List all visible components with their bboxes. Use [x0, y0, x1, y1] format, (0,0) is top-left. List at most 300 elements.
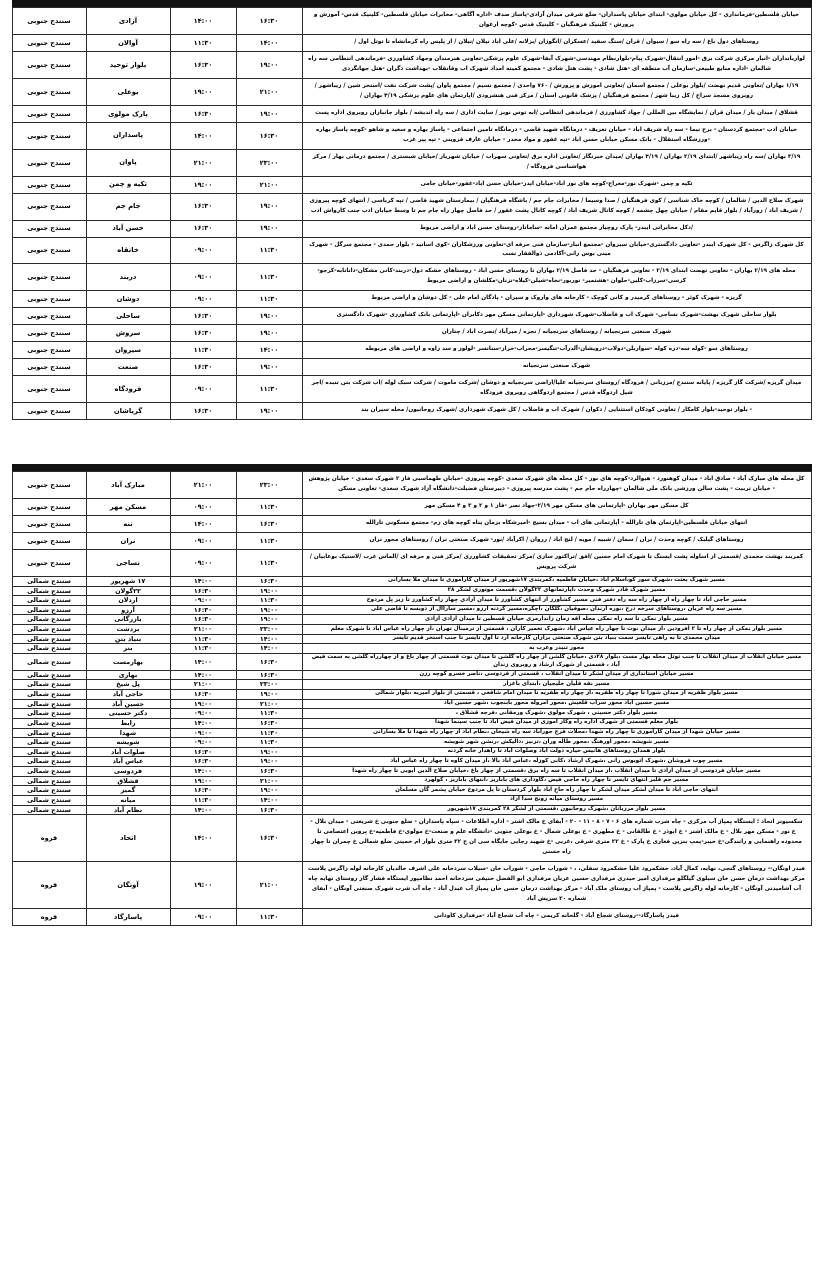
outage-region-cell: سنندج جنوبی — [12, 220, 86, 237]
outage-end-time-cell: ۱۹:۰۰ — [236, 747, 302, 757]
outage-region-cell: سنندج جنوبی — [12, 8, 86, 35]
outage-end-time-cell: ۱۱:۳۰ — [236, 549, 302, 576]
outage-area-cell: بنیاد بتن — [86, 634, 170, 644]
outage-area-cell: دکتر حسینی — [86, 709, 170, 719]
outage-area-cell: بوعلی — [86, 78, 170, 105]
outage-area-cell: آونگان — [86, 862, 170, 909]
outage-start-time-cell: ۰۹:۰۰ — [170, 738, 236, 748]
outage-description-cell: مسیر حاجی اباد تا چهار راه از چهار راه سه راه دفتر فنی مسیر کشاورز از انتهای کشاورز تا میدان ازادی چهار راه کشاورز تا زیر پل مردوخ — [302, 596, 811, 606]
outage-start-time-cell: ۱۹:۰۰ — [170, 176, 236, 193]
outage-start-time-cell: ۱۴:۰۰ — [170, 767, 236, 777]
outage-end-time-cell: ۱۹:۰۰ — [236, 586, 302, 596]
outage-region-cell: سنندج شمالی — [12, 796, 86, 806]
outage-end-time-cell: ۱۹:۰۰ — [236, 325, 302, 342]
outage-area-cell: پاوان — [86, 149, 170, 176]
outage-end-time-cell: ۱۴:۰۰ — [236, 634, 302, 644]
table-row — [12, 176, 811, 193]
table-row — [12, 193, 811, 220]
outage-description-cell: مسیر چوب فروشان ،شهرک اتوبوس رانی ،شهرک ارشاد ،کانی کوزله ،عباس اباد بالا ،از میدان کاوه تا چهار راه عباس اباد — [302, 757, 811, 767]
table-row — [12, 105, 811, 122]
outage-region-cell: سنندج جنوبی — [12, 499, 86, 516]
table-row — [12, 767, 811, 777]
outage-start-time-cell: ۱۹:۰۰ — [170, 776, 236, 786]
outage-end-time-cell: ۲۱:۰۰ — [236, 776, 302, 786]
outage-area-cell: شهدا — [86, 728, 170, 738]
outage-region-cell: سنندج جنوبی — [12, 264, 86, 291]
outage-description-cell: فیدر اونگان-- روستاهای گنجی، نهایه، کمال آباد، خشکمرود علیا خشکمرود سفلی، ، - شوراب حاجی - شوراب خان -سیلاب سردخانه علی اشرف خالدیان کارخانه لوله زاگرس پلاست مرکز بهداشت درمان حسن خان سیلوی گیلگلو مرفداری امیر حیدری مرفداری حسین عربان مرفداری ابو الفضل خنیفی سردخانه احمد نظامپور ایستگاه فشار گاز روستای نهایه چاه آب آشامیدنی آونگان - کارخانه لوله زاگرس پلاست - پمپاژ آب روستای ملک آباد - مرکز بهداشت درمان حسن خان پمپاژ آب عبدل آباد - چاه آب شرب شهرک صنعتی آونگان - آبفای شماره ۲۰ سرپش آباد — [302, 862, 811, 909]
outage-end-time-cell: ۱۶:۳۰ — [236, 576, 302, 586]
outage-description-cell: مسیر خیابان فردوسی از میدان ازادی تا میدان انقلاب ،از میدان انقلاب تا سه راه برق ،قسمتی از چهار باغ ،خیابان صلاح الدین ایوبی تا چهار راه شهدا — [302, 767, 811, 777]
table-row — [12, 8, 811, 35]
outage-start-time-cell: ۰۹:۰۰ — [170, 291, 236, 308]
outage-end-time-cell: ۱۹:۰۰ — [236, 359, 302, 376]
outage-area-cell: جام جم — [86, 193, 170, 220]
table-row — [12, 709, 811, 719]
outage-end-time-cell: ۱۱:۳۰ — [236, 376, 302, 403]
outage-end-time-cell: ۱۶:۳۰ — [236, 815, 302, 862]
outage-description-cell: مسیر بلوار ظفریه از میدان شورا تا چهار راه ظفریه ،از چهار راه ظفریه تا میدان امام شافعی ، قسمتی از بلوار امیریه ،بلوار شمالی — [302, 689, 811, 699]
outage-description-cell: مسیر حسین اباد محور سراب قلعیش ،محور امروله محور بابنجوب ،شهر حسین اباد — [302, 699, 811, 709]
outage-end-time-cell: ۱۹:۰۰ — [236, 786, 302, 796]
outage-start-time-cell: ۰۹:۰۰ — [170, 237, 236, 264]
outage-description-cell: کمربند بهشت محمدی /قسمتی از اساوله پشت ایستگ تا شهرک امام حسین /افق /تراکتور سازی /مرکز تحقیقات کشاورزی /مرکز فنی و حرفه ای /الماس غرب /لاستیک بوعابیان /شرکت پرویس — [302, 549, 811, 576]
outage-start-time-cell: ۱۴:۰۰ — [170, 670, 236, 680]
outage-area-cell: ۱۷ شهریور — [86, 576, 170, 586]
outage-start-time-cell: ۱۹:۰۰ — [170, 862, 236, 909]
outage-end-time-cell: ۱۹:۰۰ — [236, 605, 302, 615]
outage-region-cell: سنندج شمالی — [12, 625, 86, 635]
outage-end-time-cell: ۱۴:۰۰ — [236, 34, 302, 51]
table-row — [12, 728, 811, 738]
outage-description-cell: مسیر بلوار نمکی از چهار راه تا ۲ افرودین ،از میدان نوت تا چهار راه عباس اباد ،شهرک تعمیر کاران ، قسمتی از ترمینال تهران ،از چهار راه عباس اباد تا شهرک معلم — [302, 625, 811, 635]
outage-start-time-cell: ۱۶:۳۰ — [170, 308, 236, 325]
outage-area-cell: صنعت — [86, 359, 170, 376]
outage-description-cell: مسیر خیابان انقلاب از میدان انقلاب تا جنب توتل محله بهار مست ،بلوار ۲۸دی ،خیابان گلشن از چهار راه گلشن تا میدان نوت قسمتی از چهار باغ و از چهارراه گلشن به سمت فیض آباد ، قسمتی از شهرک ارشاد و روبروی زندان — [302, 654, 811, 671]
outage-area-cell: سیروان — [86, 342, 170, 359]
outage-end-time-cell: ۱۹:۰۰ — [236, 615, 302, 625]
outage-region-cell: سنندج جنوبی — [12, 533, 86, 550]
outage-start-time-cell: ۱۴:۰۰ — [170, 8, 236, 35]
table-row — [12, 634, 811, 644]
outage-area-cell: ۲۲گولان — [86, 586, 170, 596]
outage-region-cell: قروه — [12, 909, 86, 926]
outage-region-cell: سنندج جنوبی — [12, 176, 86, 193]
table-row — [12, 78, 811, 105]
outage-area-cell: بنر — [86, 644, 170, 654]
table-row — [12, 757, 811, 767]
outage-start-time-cell: ۰۹:۰۰ — [170, 549, 236, 576]
outage-end-time-cell: ۱۱:۳۰ — [236, 499, 302, 516]
table-row — [12, 738, 811, 748]
table-row — [12, 403, 811, 420]
table-row — [12, 605, 811, 615]
outage-start-time-cell: ۰۹:۰۰ — [170, 376, 236, 403]
outage-end-time-cell: ۲۱:۰۰ — [236, 176, 302, 193]
outage-region-cell: سنندج شمالی — [12, 689, 86, 699]
outage-start-time-cell: ۱۴:۰۰ — [170, 815, 236, 862]
table-row — [12, 308, 811, 325]
outage-start-time-cell: ۲۱:۰۰ — [170, 625, 236, 635]
table-row — [12, 376, 811, 403]
table-row — [12, 909, 811, 926]
outage-start-time-cell: ۱۶:۳۰ — [170, 359, 236, 376]
outage-area-cell: سروش — [86, 325, 170, 342]
outage-description-cell: بلوار معلم قسمتی از شهرک اداره راه وکار اموزی از میدان فیض اباد تا جنب سینما شهدا — [302, 718, 811, 728]
outage-region-cell: سنندج شمالی — [12, 786, 86, 796]
outage-region-cell: سنندج شمالی — [12, 680, 86, 690]
table-row — [12, 625, 811, 635]
outage-region-cell: سنندج جنوبی — [12, 403, 86, 420]
table-row — [12, 576, 811, 586]
table-2-block — [12, 471, 812, 926]
outage-end-time-cell: ۱۱:۳۰ — [236, 909, 302, 926]
outage-area-cell: میانه — [86, 796, 170, 806]
outage-end-time-cell: ۱۶:۳۰ — [236, 8, 302, 35]
outage-area-cell: بلوار توحید — [86, 51, 170, 78]
outage-start-time-cell: ۱۴:۰۰ — [170, 516, 236, 533]
outage-area-cell: تکیه و چمن — [86, 176, 170, 193]
table-row — [12, 325, 811, 342]
outage-description-cell: تکیه و چمن -شهرک نور-معراج-کوچه های نور اباد-خیابان ایدر-خیابان حسن اباد-غفور-خیابان جامی — [302, 176, 811, 193]
table-1-top-rule — [12, 0, 812, 7]
outage-region-cell: سنندج شمالی — [12, 644, 86, 654]
table-row — [12, 718, 811, 728]
table-row — [12, 776, 811, 786]
outage-table-2 — [12, 471, 812, 926]
outage-end-time-cell: ۱۶:۳۰ — [236, 654, 302, 671]
outage-region-cell: سنندج شمالی — [12, 615, 86, 625]
outage-region-cell: سنندج شمالی — [12, 670, 86, 680]
table-row — [12, 644, 811, 654]
outage-start-time-cell: ۰۹:۰۰ — [170, 264, 236, 291]
outage-start-time-cell: ۱۶:۳۰ — [170, 403, 236, 420]
table-row — [12, 51, 811, 78]
outage-description-cell: قشلاق / میدان بار / میدان قران / نمایشگاه بین المللی / جهاد کشاورزی / فرماندهی انتظامی /ابه توس نوبز / سایت اداری / سه راه اندیشه / بلوار جانبازان روبروی اداره پست — [302, 105, 811, 122]
outage-region-cell: سنندج جنوبی — [12, 105, 86, 122]
outage-region-cell: سنندج شمالی — [12, 805, 86, 815]
table-row — [12, 786, 811, 796]
outage-start-time-cell: ۱۴:۰۰ — [170, 654, 236, 671]
outage-description-cell: شهرک صنعتی سرنجیانه / روستاهای سرنجیانه / نجره / میرآباد /نصرت اباد / چتاران — [302, 325, 811, 342]
outage-start-time-cell: ۱۶:۳۰ — [170, 193, 236, 220]
outage-region-cell: سنندج جنوبی — [12, 342, 86, 359]
outage-region-cell: سنندج جنوبی — [12, 34, 86, 51]
outage-description-cell: محله های ۲/۱۹ بهاران - تعاونی نهضت ابتدای ۲/۱۹ - تعاونی فرهنگیان - حد فاصل ۲/۱۹ بهاران تا روستای حسن اباد - روستاهای خشکه دول-دربند-کانی مشکان-دانانابه-کرجو-کرسی-سرزاب-کلین-حلوان -هشتمیر- نوربور-نخاه-شیلن-کیلاه-نزنان-مکلشان و اراضی مربوط — [302, 264, 811, 291]
outage-start-time-cell: ۱۶:۳۰ — [170, 689, 236, 699]
outage-description-cell: مسیر بلوار دکتر حسینی ، شهرک مولوی ،شهرک ورمقانی ،فرجه قشلاق ، — [302, 709, 811, 719]
outage-area-cell: مبارک آباد — [86, 472, 170, 499]
outage-area-cell: فردوسی — [86, 767, 170, 777]
table-row — [12, 796, 811, 806]
outage-area-cell: دوشان — [86, 291, 170, 308]
outage-start-time-cell: ۰۹:۰۰ — [170, 596, 236, 606]
outage-end-time-cell: ۲۳:۰۰ — [236, 680, 302, 690]
table-row — [12, 342, 811, 359]
table-row — [12, 237, 811, 264]
outage-start-time-cell: ۱۱:۳۰ — [170, 34, 236, 51]
outage-description-cell: مسیر جم قلبر انتهای تایسر تا چهار راه حاجی فیض ،گاوداری های باباریز ،انتهای باباریز ، کولهرد — [302, 776, 811, 786]
outage-area-cell: عباس آباد — [86, 757, 170, 767]
table-row — [12, 680, 811, 690]
outage-start-time-cell: ۲۱:۰۰ — [170, 472, 236, 499]
outage-area-cell: پارک مولوی — [86, 105, 170, 122]
outage-area-cell: حسن آباد — [86, 220, 170, 237]
outage-start-time-cell: ۰۹:۰۰ — [170, 499, 236, 516]
outage-region-cell: سنندج شمالی — [12, 757, 86, 767]
outage-description-cell: مسیر شهرک قادر شهرک وحدت ،اپارتمانهای ۲۲گولان ،قسمت موتوری لشکر ۲۸ — [302, 586, 811, 596]
outage-start-time-cell: ۰۹:۰۰ — [170, 909, 236, 926]
outage-description-cell: شهرک صلاح الدین / شالمان / کوچه خاک شناسی / کوی فرهنگیان / صدا وسیما / مخابرات جام جم / باشگاه فرهنگیان / بیمارستان شهید قاضی / تپه کرباسی / انتهای کوچه پیروزی / شریف اباد / زورآباد / بلوار قایم مقام / خیابان چهل چشمه / کوچه کانال شریف اباد / کوچه کانال پشت غفور / حد فاصل چهار راه جام جم تا وسط خیابان ادب جنب کارواش ادب — [302, 193, 811, 220]
outage-region-cell: سنندج جنوبی — [12, 291, 86, 308]
outage-region-cell: سنندج شمالی — [12, 654, 86, 671]
outage-end-time-cell: ۱۴:۰۰ — [236, 796, 302, 806]
outage-area-cell: گمیز — [86, 786, 170, 796]
table-row — [12, 149, 811, 176]
table-row — [12, 862, 811, 909]
outage-start-time-cell: ۱۶:۳۰ — [170, 586, 236, 596]
outage-end-time-cell: ۱۴:۰۰ — [236, 644, 302, 654]
outage-region-cell: سنندج جنوبی — [12, 516, 86, 533]
outage-area-cell: صلوات آباد — [86, 747, 170, 757]
outage-region-cell: سنندج شمالی — [12, 718, 86, 728]
outage-start-time-cell: ۱۶:۳۰ — [170, 220, 236, 237]
outage-region-cell: سنندج جنوبی — [12, 308, 86, 325]
outage-area-cell: نران — [86, 533, 170, 550]
outage-area-cell: دربند — [86, 264, 170, 291]
outage-end-time-cell: ۱۹:۰۰ — [236, 193, 302, 220]
table-row — [12, 805, 811, 815]
outage-start-time-cell: ۱۶:۳۰ — [170, 747, 236, 757]
outage-end-time-cell: ۱۱:۳۰ — [236, 728, 302, 738]
outage-area-cell: نظام آباد — [86, 805, 170, 815]
table-row — [12, 220, 811, 237]
outage-end-time-cell: ۱۹:۰۰ — [236, 308, 302, 325]
outage-end-time-cell: ۱۶:۳۰ — [236, 805, 302, 815]
outage-end-time-cell: ۱۹:۰۰ — [236, 757, 302, 767]
outage-start-time-cell: ۱۶:۳۰ — [170, 786, 236, 796]
outage-description-cell: بلوار همدان روستاهای هانیس خیاره دولت اباد وصلوات اباد تا راهدار خانه گردنه — [302, 747, 811, 757]
outage-region-cell: سنندج جنوبی — [12, 549, 86, 576]
table-row — [12, 654, 811, 671]
table-row — [12, 586, 811, 596]
outage-start-time-cell: ۱۴:۰۰ — [170, 576, 236, 586]
outage-end-time-cell: ۱۱:۳۰ — [236, 237, 302, 264]
outage-region-cell: سنندج جنوبی — [12, 149, 86, 176]
outage-region-cell: سنندج شمالی — [12, 747, 86, 757]
outage-start-time-cell: ۱۶:۳۰ — [170, 757, 236, 767]
outage-region-cell: سنندج جنوبی — [12, 325, 86, 342]
outage-description-cell: بلوار ساحلی شهرک بهشت-شهرک نساجی- شهرک اب و فاضلاب-شهرک شهرداری -اپارتمانی مسکن مهر دکابران -اپارتمانی بانک کشاورزی -شهرک دادگستری — [302, 308, 811, 325]
table-row — [12, 815, 811, 862]
outage-region-cell: سنندج جنوبی — [12, 376, 86, 403]
outage-area-cell: بهاری — [86, 670, 170, 680]
outage-description-cell: مسیر روستای میانه زونج سدا ازاد — [302, 796, 811, 806]
outage-end-time-cell: ۱۹:۰۰ — [236, 220, 302, 237]
outage-description-cell: مسیر سه راه عربان ،روستاهای سرخه درج ،نوره ارندان ،صوفیان ،گلگان ،اچکره،مسیر گردنه ارزو ،مسیر ساراال از دوبسه تا قاضی علی — [302, 605, 811, 615]
outage-description-cell: محور تنیدر وعرب به — [302, 644, 811, 654]
outage-region-cell: سنندج شمالی — [12, 709, 86, 719]
outage-area-cell: رابط — [86, 718, 170, 728]
outage-end-time-cell: ۱۱:۳۰ — [236, 264, 302, 291]
outage-start-time-cell: ۱۱:۳۰ — [170, 644, 236, 654]
outage-start-time-cell: ۱۶:۳۰ — [170, 615, 236, 625]
outage-end-time-cell: ۱۶:۳۰ — [236, 670, 302, 680]
outage-end-time-cell: ۲۱:۰۰ — [236, 862, 302, 909]
outage-area-cell: اردلان — [86, 596, 170, 606]
outage-start-time-cell: ۲۱:۰۰ — [170, 149, 236, 176]
table-row — [12, 670, 811, 680]
outage-start-time-cell: ۱۶:۳۰ — [170, 325, 236, 342]
table-row — [12, 689, 811, 699]
outage-description-cell: روستاهای دول باغ / سه راه سو / سیوان / قران /سنگ سفید /عسکران /انگوژان /بزلانه /علی اباد نیلان /نیلان / از پلیس راه کرمانشاه تا توتل اول / — [302, 34, 811, 51]
outage-region-cell: سنندج جنوبی — [12, 51, 86, 78]
outage-region-cell: سنندج شمالی — [12, 586, 86, 596]
table-row — [12, 359, 811, 376]
outage-start-time-cell: ۱۴:۰۰ — [170, 718, 236, 728]
table-row — [12, 34, 811, 51]
outage-end-time-cell: ۱۱:۳۰ — [236, 596, 302, 606]
outage-description-cell: کل مسکن مهر بهاران -اپارتمانی های مسکن مهر ۲/۱۹-جهاد نصر -فاز ۱ و ۲ و ۳ و ۴ مسکن مهر — [302, 499, 811, 516]
outage-start-time-cell: ۲۱:۰۰ — [170, 680, 236, 690]
table-row — [12, 699, 811, 709]
outage-end-time-cell: ۱۹:۰۰ — [236, 403, 302, 420]
outage-description-cell: کل شهرک زاگرس - کل شهرک ایبدر -تعاونی دادگستری-خیابان سیروان -مجتمع انبار-سازمان فنی حرفه ای-تعاونی ورزشکاران -کوی اسانید - بلوار حمدی - مجتمع سرگل - شهرک مینی بوس رانی-آکادمی ذوالفقار نسب — [302, 237, 811, 264]
outage-start-time-cell: ۱۱:۳۰ — [170, 634, 236, 644]
outage-area-cell: شویشه — [86, 738, 170, 748]
outage-area-cell: آرزو — [86, 605, 170, 615]
outage-region-cell: سنندج جنوبی — [12, 122, 86, 149]
outage-end-time-cell: ۱۱:۳۰ — [236, 738, 302, 748]
outage-description-cell: فیدر پاسارگاد--روستای شجاع آباد - گلخانه کریمی - چاه آب شجاع آباد -مرفداری کاودانی — [302, 909, 811, 926]
outage-description-cell: میدان گریزه /شرکت گاز گریزه / پایانه سنندج /مرزبانی / فرودگاه /روستای سرنجیانه علیا/اراضی سرنجیانه و دوشان /شرکت ماموت / شرکت سبک لوله /اب شرکت بتن تنبده /اجر شیل اردوگاه قدس / مجتمع اردوگاهی روبروی فرودگاه — [302, 376, 811, 403]
outage-end-time-cell: ۱۱:۳۰ — [236, 291, 302, 308]
outage-description-cell: ۱/۱۹ بهاران /تعاونی قدیم نهضت /بلوار بوعلی / مجتمع اسمان /تعاونی اموزش و پرورش / ۷۶۰ واحدی / مجتمع نسیم / مجتمع پاوان /پشت شرکت نفت /استخر شین / زیباشهر / روبروی مسجد سراج / کل زیبا شهر / مجتمع فرهنگیان / پزشک قانونی استان / مرکز فنی هنشرودی /اپارتمان های علوم پزشکی ۴/۱۹ بهاران / — [302, 78, 811, 105]
outage-description-cell: مسیر نقه قلیان خلیجیان ،ابتدای باغزار — [302, 680, 811, 690]
outage-start-time-cell: ۰۹:۰۰ — [170, 728, 236, 738]
outage-end-time-cell: ۱۱:۳۰ — [236, 709, 302, 719]
outage-region-cell: سنندج شمالی — [12, 699, 86, 709]
table-row — [12, 516, 811, 533]
outage-description-cell: مسیر خیابان شهدا از میدان کارآموزی تا چهار راه شهدا ،محلات فرج جورآباد سه راه شیخان ،نظام اباد از چهار راه شهدا تا ملا بسارانی — [302, 728, 811, 738]
table-row — [12, 747, 811, 757]
outage-end-time-cell: ۱۶:۳۰ — [236, 122, 302, 149]
outage-end-time-cell: ۲۳:۰۰ — [236, 149, 302, 176]
outage-start-time-cell: ۱۴:۰۰ — [170, 805, 236, 815]
outage-end-time-cell: ۱۹:۰۰ — [236, 689, 302, 699]
outage-start-time-cell: ۰۹:۰۰ — [170, 533, 236, 550]
outage-end-time-cell: ۲۳:۰۰ — [236, 625, 302, 635]
outage-area-cell: آزادی — [86, 8, 170, 35]
outage-end-time-cell: ۱۶:۳۰ — [236, 516, 302, 533]
outage-region-cell: سنندج جنوبی — [12, 359, 86, 376]
outage-end-time-cell: ۲۳:۰۰ — [236, 472, 302, 499]
outage-description-cell: سکسیونر اتحاد ؛ ایستگاه پمپاژ آب مرکزی - چاه شرب شماره های ۶ - ۷ - ۸ - ۱۱ - ۲۰ - آبفای خ مالک اشتر - اداره اطلاعات - سپاه پاسداران - ضلع جنوبی خ شریعتی - میدان بلال - خ نور - مسکن مهر بلال - خ مالک اشتر - خ ابوذر - خ طالقانی - خ مطهری - خ بوعلی شمال - خ بوعلی جنوبی -دانشگاه علم و صنعت-خ مولوی-خ فاطمیه-خ پروین اعتصامی تا محدوده راهنمایی و رانندگی-خ خیبر-پمپ بنزین فغاری خ پارک - خ ۲۲ متری شرقی ،غربی -خ شهید رجایی جایگاه سی ان ج ۳۲ متری بلوار ام خمینی ضلع شمالی خ چمران تا چهار راه حسنی — [302, 815, 811, 862]
outage-region-cell: سنندج شمالی — [12, 728, 86, 738]
outage-region-cell: سنندج جنوبی — [12, 237, 86, 264]
outage-end-time-cell: ۱۶:۳۰ — [236, 718, 302, 728]
outage-start-time-cell: ۰۹:۰۰ — [170, 709, 236, 719]
table-separator-gap — [0, 420, 823, 464]
outage-description-cell: شهرک صنعتی سرنجیانه — [302, 359, 811, 376]
outage-start-time-cell: ۱۱:۳۰ — [170, 342, 236, 359]
outage-region-cell: سنندج شمالی — [12, 767, 86, 777]
outage-description-cell: گریزه - شهرک کوئر - روستاهای کرمیدر و کانی کوچک - کارخانه های واروک و سیران - پادگان امام علی - کل دوشان و اراضی مربوط — [302, 291, 811, 308]
outage-region-cell: سنندج شمالی — [12, 634, 86, 644]
outage-description-cell: خیابان فلسطین-فرمانداری - کل خیابان مولوی- ابتدای خیابان پاسداران- ضلع شرقی میدان آزادی-پاساژ صدف -اداره آگاهی- مخابرات خیابان فلسطین- کلینیک قدس- آموزش و پرورش - کلینیک فرهنگیان - کلینیک قدس -کوچه ارغوان — [302, 8, 811, 35]
outage-area-cell: بازرگانی — [86, 615, 170, 625]
outage-table-1 — [12, 7, 812, 420]
outage-area-cell: بردشت — [86, 625, 170, 635]
outage-area-cell: پاسارگاد — [86, 909, 170, 926]
outage-area-cell: اتحاد — [86, 815, 170, 862]
outage-region-cell: قروه — [12, 862, 86, 909]
outage-description-cell: مسیر شویشه ،محور اورهنگ ،محور طاله وران ،تزنیز ،دالیکش ،رنشن شهر شویشه — [302, 738, 811, 748]
outage-description-cell: خیابان ادب -مجتمع کردستان - برج نیما - سه راه شریف اباد - خیابان تعریف - درمانگاه شهید قاضی - درمانگاه تامین اجتماعی - پاساژ بهاره و سعید و شاهو -کوچه پاساژ بهاره -ورزشگاه استقلال - بانک مسکن خیابان حسن اباد -تپه غفور و مواد مخدر - خیابان عارف قزوینی - تپه پیر غرب — [302, 122, 811, 149]
outage-region-cell: سنندج جنوبی — [12, 193, 86, 220]
outage-area-cell: پاسداران — [86, 122, 170, 149]
outage-description-cell: مسیر بلوار نمکی تا سه راه نمکی محله اقه زمان زاندارمری خیابان قسطین تا میدان ازادی ازادی — [302, 615, 811, 625]
outage-region-cell: سنندج شمالی — [12, 596, 86, 606]
outage-description-cell: - بلوار توحید-بلوار کامکار / تعاونی کودکان استثنایی / دکوان / شهرک اب و فاضلاب / کل شهرک شهرداری /شهرک روحانیون/ محله سیران بند — [302, 403, 811, 420]
outage-description-cell: کل محله های مبارک آباد - صادق اباد - میدان کوهنورد - هیوالرد-کوچه های نور - کل محله های شهرک سعدی -کوچه پیروزی -خیابان طهماسبی فاز ۲ شهرک سعدی - خیابان پژوهش - خیابان تربیت - پشت سالن ورزشی بانک ملی شالمان -چهارراه جام جم - پشت مدرسه پیروزی - دبیرستان فضیلت-دانشگاه آزاد شهرک سعدی- تعاونی مسکن — [302, 472, 811, 499]
outage-region-cell: سنندج جنوبی — [12, 472, 86, 499]
outage-description-cell: /دکل مخابراتی ایبدر- پارک روچیار مجتمع عمران امانه -ساماتار-روستای حسن اباد و اراضی مربوط — [302, 220, 811, 237]
outage-end-time-cell: ۱۴:۰۰ — [236, 342, 302, 359]
outage-end-time-cell: ۱۱:۳۰ — [236, 533, 302, 550]
outage-area-cell: آوالان — [86, 34, 170, 51]
table-row — [12, 596, 811, 606]
outage-region-cell: سنندج شمالی — [12, 576, 86, 586]
outage-area-cell: حسین آباد — [86, 699, 170, 709]
outage-area-cell: پل شیخ — [86, 680, 170, 690]
outage-description-cell: مسیر بلوار مرزبانان ،شهرک روحانیون ،قسمتی از لشکر ۲۸ کمربندی ۱۷شهریور — [302, 805, 811, 815]
outage-area-cell: ننه — [86, 516, 170, 533]
outage-end-time-cell: ۱۹:۰۰ — [236, 105, 302, 122]
outage-end-time-cell: ۲۱:۰۰ — [236, 699, 302, 709]
table-row — [12, 472, 811, 499]
outage-start-time-cell: ۱۶:۳۰ — [170, 51, 236, 78]
table-row — [12, 291, 811, 308]
outage-description-cell: انتهای خیابان فلسطین-اپارتمان های تارالله - آپارتمانی های اب - میدان بسیج -امیرشکاه بزمان پناه کوچه های زم- مجتمع مسکونی تارالله — [302, 516, 811, 533]
outage-region-cell: سنندج شمالی — [12, 738, 86, 748]
outage-area-cell: قشلاق — [86, 776, 170, 786]
outage-end-time-cell: ۱۹:۰۰ — [236, 51, 302, 78]
outage-area-cell: نساجی — [86, 549, 170, 576]
outage-region-cell: قروه — [12, 815, 86, 862]
outage-description-cell: انتهای حاجی اباد تا میدان لشکر میدان لشکر تا چهار راه حاج اباد بلوار کردستان تا پل مردوخ خیابان پشمر گان مسلمان — [302, 786, 811, 796]
table-row — [12, 499, 811, 516]
outage-start-time-cell: ۱۴:۰۰ — [170, 122, 236, 149]
outage-region-cell: سنندج شمالی — [12, 776, 86, 786]
outage-start-time-cell: ۱۱:۳۰ — [170, 796, 236, 806]
outage-area-cell: حاجی آباد — [86, 689, 170, 699]
outage-end-time-cell: ۲۱:۰۰ — [236, 78, 302, 105]
outage-area-cell: بهارمست — [86, 654, 170, 671]
table-1-block — [12, 7, 812, 420]
table-row — [12, 615, 811, 625]
table-row — [12, 264, 811, 291]
outage-description-cell: مسیر شهرک بعثت ،شهرک سور کو،اسلام اباد ،خیابان فاطمیه ،کمربندی ۱۷شهریور از میدان کارآموزی تا میدان ملا بسارانی — [302, 576, 811, 586]
table-row — [12, 549, 811, 576]
table-row — [12, 533, 811, 550]
outage-start-time-cell: ۱۶:۳۰ — [170, 605, 236, 615]
table-row — [12, 122, 811, 149]
outage-area-cell: خانقاه — [86, 237, 170, 264]
outage-description-cell: روستاهای سو -کوله سه-دره کوله -سواربلن-دولاب-درویشان-آلدرآب-تنگیسر-محراب-خزاز-سنانسر -لولوز و سد زاوه و اراضی های مربوطه — [302, 342, 811, 359]
outage-end-time-cell: ۱۶:۳۰ — [236, 767, 302, 777]
outage-description-cell: روستاهای گیلیک / کوچه وحدت / نران / سمان / شبیه / مویه / لنج اباد / زروان / اکرآباد /نور- شهرک صنعتی نران / روستاهای محور نران — [302, 533, 811, 550]
outage-description-cell: ۳/۱۹ بهاران /سه راه زیباشهر /ابتدای ۲/۱۹ بهاران / ۴/۱۹ بهاران /میدان خبرنگار /تعاونی اداره برق /تعاونی سهراب / خیابان شهریار /خیابان شبستری / مجتمع درمانی بهار / مرکز هواشناسی فرودگاه / — [302, 149, 811, 176]
